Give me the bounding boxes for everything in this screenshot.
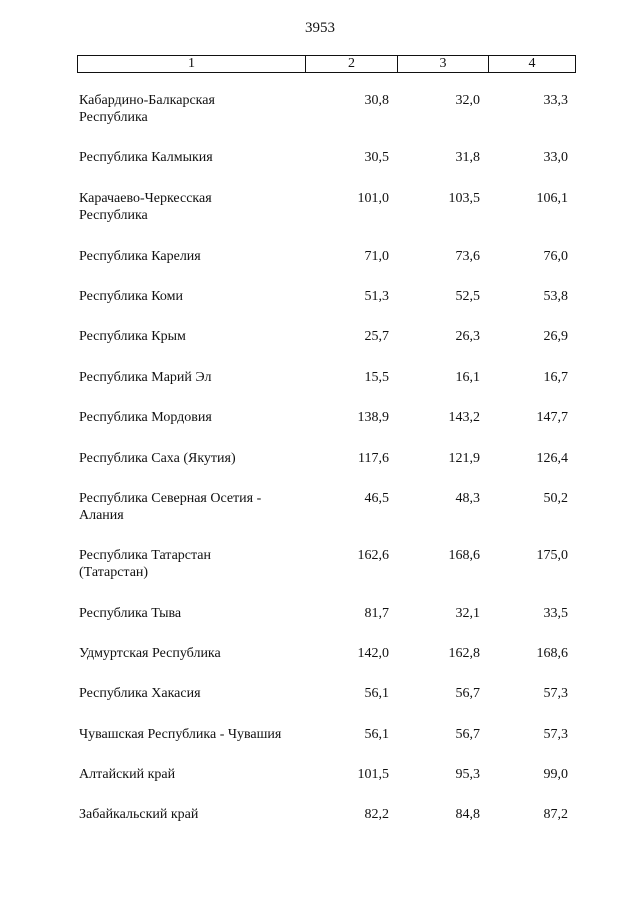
value-col-3: 16,1 [455, 370, 480, 385]
value-col-2: 117,6 [358, 451, 389, 466]
value-col-4: 126,4 [536, 451, 568, 466]
value-col-3: 168,6 [448, 548, 480, 563]
value-col-3: 56,7 [455, 727, 480, 742]
value-col-4: 53,8 [543, 289, 568, 304]
value-col-2: 71,0 [364, 249, 389, 264]
region-name: Республика Крым [79, 329, 186, 344]
value-col-2: 101,5 [357, 767, 389, 782]
value-col-4: 168,6 [536, 646, 568, 661]
value-col-2: 30,5 [364, 150, 389, 165]
value-col-4: 33,5 [543, 606, 568, 621]
region-name: Республика Мордовия [79, 410, 212, 425]
region-name: Республика Татарстан (Татарстан) [79, 548, 212, 580]
region-name: Республика Тыва [79, 606, 182, 621]
header-col-2: 2 [305, 56, 397, 72]
header-col-4: 4 [488, 56, 575, 72]
value-col-2: 56,1 [364, 686, 389, 701]
value-col-3: 32,1 [455, 606, 480, 621]
region-name: Республика Калмыкия [79, 150, 213, 165]
page-number: 3953 [305, 20, 335, 36]
value-col-4: 106,1 [536, 191, 568, 206]
region-name: Чувашская Республика - Чувашия [79, 727, 282, 742]
value-col-3: 52,5 [455, 289, 480, 304]
value-col-4: 16,7 [543, 370, 568, 385]
value-col-3: 56,7 [455, 686, 480, 701]
value-col-2: 142,0 [357, 646, 389, 661]
region-name: Республика Марий Эл [79, 370, 212, 385]
region-name: Забайкальский край [79, 807, 199, 822]
value-col-4: 147,7 [536, 410, 568, 425]
header-col-1: 1 [188, 56, 195, 71]
table-header [77, 55, 576, 73]
region-name: Кабардино-Балкарская Республика [79, 93, 215, 125]
value-col-4: 175,0 [536, 548, 568, 563]
value-col-3: 32,0 [455, 93, 480, 108]
value-col-4: 33,0 [543, 150, 568, 165]
region-name: Карачаево-Черкесская Республика [79, 191, 212, 223]
value-col-3: 95,3 [455, 767, 480, 782]
value-col-2: 30,8 [364, 93, 389, 108]
value-col-2: 25,7 [364, 329, 389, 344]
value-col-3: 162,8 [448, 646, 480, 661]
value-col-2: 101,0 [357, 191, 389, 206]
value-col-3: 48,3 [455, 491, 480, 506]
value-col-4: 87,2 [543, 807, 568, 822]
header-col-3: 3 [397, 56, 488, 72]
value-col-4: 57,3 [543, 727, 568, 742]
region-name: Республика Саха (Якутия) [79, 451, 236, 466]
region-name: Республика Северная Осетия - Алания [79, 491, 262, 523]
value-col-2: 162,6 [357, 548, 389, 563]
value-col-2: 51,3 [364, 289, 389, 304]
value-col-4: 57,3 [543, 686, 568, 701]
value-col-4: 26,9 [543, 329, 568, 344]
region-name: Республика Карелия [79, 249, 201, 264]
value-col-4: 50,2 [543, 491, 568, 506]
value-col-3: 26,3 [455, 329, 480, 344]
value-col-3: 121,9 [448, 451, 480, 466]
region-name: Удмуртская Республика [79, 646, 221, 661]
value-col-3: 73,6 [455, 249, 480, 264]
value-col-4: 99,0 [543, 767, 568, 782]
value-col-4: 76,0 [543, 249, 568, 264]
value-col-3: 103,5 [448, 191, 480, 206]
region-name: Алтайский край [79, 767, 176, 782]
value-col-2: 46,5 [364, 491, 389, 506]
value-col-4: 33,3 [543, 93, 568, 108]
value-col-2: 81,7 [364, 606, 389, 621]
region-name: Республика Коми [79, 289, 183, 304]
region-name: Республика Хакасия [79, 686, 201, 701]
value-col-2: 15,5 [364, 370, 389, 385]
value-col-3: 84,8 [455, 807, 480, 822]
value-col-3: 31,8 [455, 150, 480, 165]
value-col-3: 143,2 [448, 410, 480, 425]
value-col-2: 56,1 [364, 727, 389, 742]
value-col-2: 138,9 [357, 410, 389, 425]
value-col-2: 82,2 [364, 807, 389, 822]
